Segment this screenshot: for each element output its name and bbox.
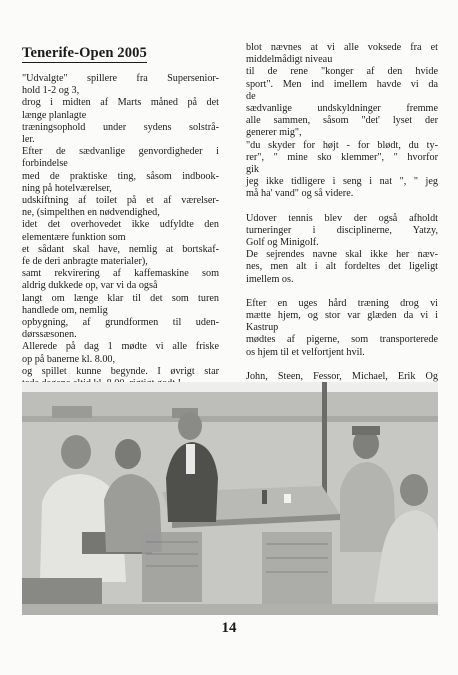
text-line: jeg ikke tidligere i seng i nat ", " jeg bbox=[246, 176, 438, 188]
text-line: dørssæsonen. bbox=[22, 329, 77, 341]
text-line: ne, (simpelthen en nødvendighed, bbox=[22, 207, 160, 219]
text-line: ning på hotelværelser, bbox=[22, 182, 112, 194]
article-title: Tenerife-Open 2005 bbox=[22, 45, 147, 61]
text-line: udskiftning af toilet på et af værelser- bbox=[22, 195, 219, 207]
text-line: fe de deri anbragte materialer), bbox=[22, 256, 148, 268]
text-line: opbygning, af grundformen til uden- bbox=[22, 317, 219, 329]
group-photo bbox=[22, 382, 438, 615]
left-column bbox=[22, 73, 219, 402]
text-line: hold 1-2 og 3, bbox=[22, 85, 80, 97]
paragraph bbox=[246, 42, 438, 201]
text-line: "du skyder for højt - for blødt, du ty- bbox=[246, 139, 438, 151]
text-line: imellem os. bbox=[246, 273, 294, 285]
text-line: generer mig", bbox=[246, 127, 302, 139]
text-line: til de rene "konger af den hvide bbox=[246, 66, 438, 78]
text-line: forbindelse bbox=[22, 158, 68, 170]
text-line: De sejrendes navne skal ikke her næv- bbox=[246, 249, 438, 261]
text-line: langt om længe klar til det som turen bbox=[22, 292, 219, 304]
text-line: nes, men alt i alt fordeltes det ligeligt bbox=[246, 261, 438, 273]
paragraph bbox=[246, 213, 438, 286]
text-line: de bbox=[246, 90, 256, 102]
text-line: samt rekvirering af kaffemaskine som bbox=[22, 268, 219, 280]
text-line: og spillet kunne begynde. I øvrigt star bbox=[22, 365, 219, 377]
text-line: sport". Men ind imellem havde vi da bbox=[246, 78, 438, 90]
text-line: drog i midten af Marts måned på det bbox=[22, 97, 219, 109]
text-line: os hjem til et velfortjent hvil. bbox=[246, 346, 365, 358]
text-line: op på banerne kl. 8.00, bbox=[22, 353, 116, 365]
paragraph bbox=[246, 298, 438, 359]
text-line: Kastrup bbox=[246, 322, 279, 334]
text-line: blot nævnes at vi alle voksede fra et bbox=[246, 42, 438, 53]
text-line: mætte hjem, og stor var glæden da vi i bbox=[246, 310, 438, 322]
text-line: handlede om, nemlig bbox=[22, 304, 108, 316]
right-column bbox=[246, 42, 438, 395]
text-line: turneringer i disciplinerne, Yatzy, bbox=[246, 224, 438, 236]
text-line: aldrig dukkede op, var vi da også bbox=[22, 280, 158, 292]
text-line: "Udvalgte" spillere fra Supersenior- bbox=[22, 73, 219, 84]
text-line: elementære funktion som bbox=[22, 231, 126, 243]
text-line: et sådant skal have, nemlig at bortskaf- bbox=[22, 243, 219, 255]
text-line: John, Steen, Fessor, Michael, Erik Og bbox=[246, 370, 438, 382]
text-line: idet det overhovedet ikke udfyldte den bbox=[22, 219, 219, 231]
text-line: længe planlagte bbox=[22, 109, 87, 121]
text-line: med de praktiske ting, såsom indbook- bbox=[22, 170, 219, 182]
text-line: træningsophold under sydens solstrå- bbox=[22, 121, 219, 133]
text-line: Allerede på dag 1 mødte vi alle friske bbox=[22, 341, 219, 353]
text-line: Efter de sædvanlige genvordigheder i bbox=[22, 146, 219, 158]
text-line: gik bbox=[246, 164, 260, 176]
text-line: mødtes af pigerne, som transporterede bbox=[246, 334, 438, 346]
page-number: 14 bbox=[221, 620, 237, 636]
text-line: Golf og Minigolf. bbox=[246, 237, 319, 249]
text-line: ler. bbox=[22, 134, 35, 146]
text-line: må ha' vand" og så videre. bbox=[246, 188, 354, 200]
text-line: sædvanlige undskyldninger fremme bbox=[246, 103, 438, 115]
text-line: Efter en uges hård træning drog vi bbox=[246, 297, 438, 309]
text-line: rer", " mine sko klemmer", " hvorfor bbox=[246, 151, 438, 163]
text-line: middelmådigt niveau bbox=[246, 54, 333, 66]
text-line: alle sammen, såsom "det' lyset der bbox=[246, 115, 438, 127]
text-line: Udover tennis blev der også afholdt bbox=[246, 212, 438, 224]
